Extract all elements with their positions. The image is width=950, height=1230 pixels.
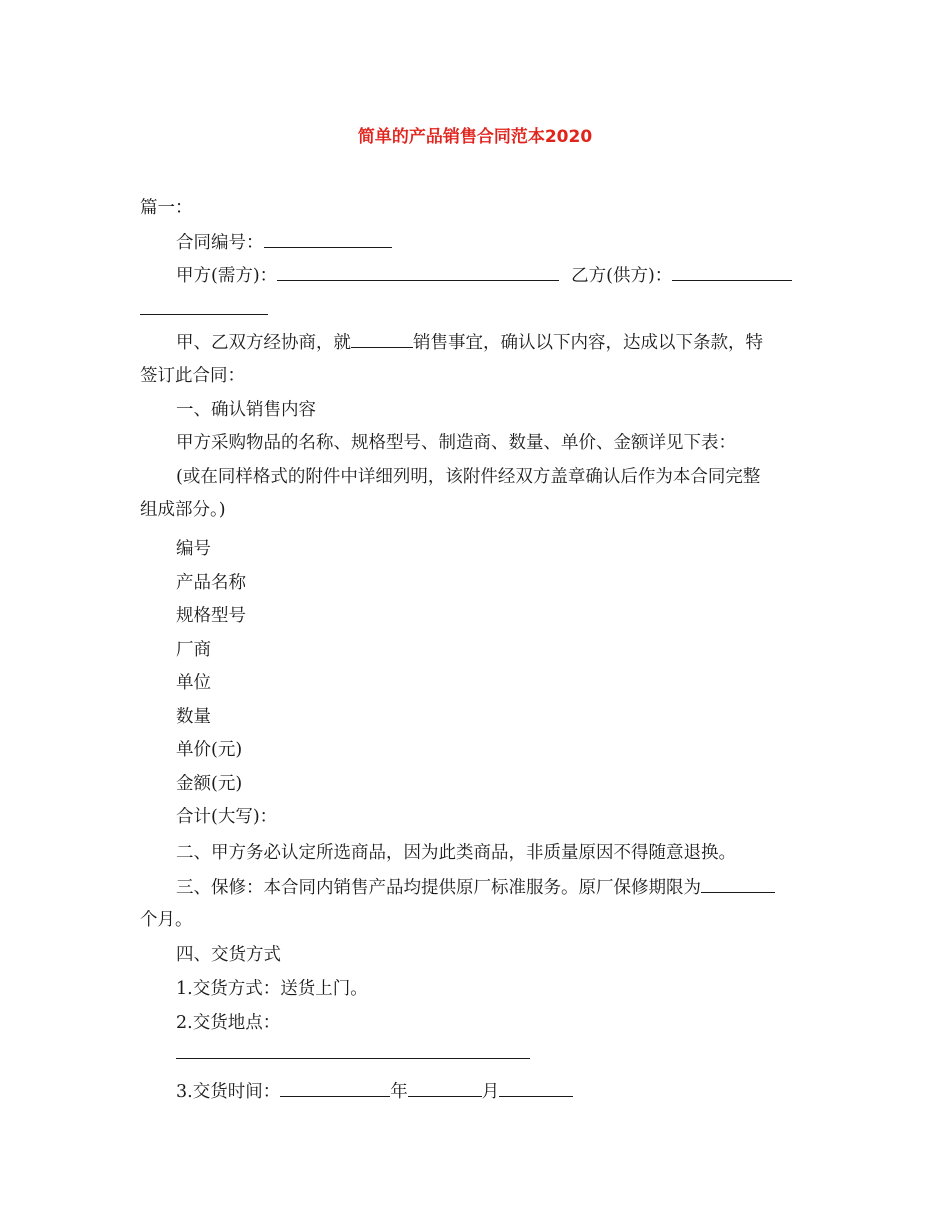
section-1-heading: 一、确认销售内容 xyxy=(176,400,316,420)
intro-line-1 xyxy=(176,329,763,356)
intro-part-1: 甲、乙双方经协商，就 xyxy=(176,333,351,353)
party-b-blank[interactable] xyxy=(672,262,792,281)
delivery-day-blank[interactable] xyxy=(499,1078,573,1097)
section-2-text: 二、甲方务必认定所选商品，因为此类商品，非质量原因不得随意退换。 xyxy=(176,843,736,863)
intro-line-2: 签订此合同： xyxy=(140,366,245,386)
section-1-text: 甲方采购物品的名称、规格型号、制造商、数量、单价、金额详见下表： xyxy=(176,433,736,453)
delivery-location-line xyxy=(176,1040,530,1067)
party-b-blank-continued[interactable] xyxy=(140,296,268,315)
delivery-year-blank[interactable] xyxy=(280,1078,390,1097)
contract-number-label: 合同编号： xyxy=(176,233,264,253)
table-field-product-name: 产品名称 xyxy=(176,573,246,593)
table-field-total: 合计(大写)： xyxy=(176,807,278,827)
section-1-note-line-2: 组成部分。) xyxy=(140,500,226,520)
delivery-location-label: 2.交货地点： xyxy=(176,1013,281,1033)
year-label: 年 xyxy=(390,1082,408,1102)
section-3-line-1 xyxy=(176,874,775,901)
delivery-location-blank[interactable] xyxy=(176,1040,530,1059)
table-field-quantity: 数量 xyxy=(176,707,211,727)
delivery-method: 1.交货方式：送货上门。 xyxy=(176,979,368,999)
section-3-line-2: 个月。 xyxy=(140,910,193,930)
delivery-time-label: 3.交货时间： xyxy=(176,1082,281,1102)
table-field-manufacturer: 厂商 xyxy=(176,640,211,660)
table-field-unit-price: 单价(元) xyxy=(176,740,243,760)
party-a-label: 甲方(需方)： xyxy=(176,266,278,286)
section-4-heading: 四、交货方式 xyxy=(176,945,281,965)
section-label: 篇一： xyxy=(140,198,193,218)
table-field-amount: 金额(元) xyxy=(176,774,243,794)
parties-line xyxy=(176,262,792,289)
document-title: 简单的产品销售合同范本2020 xyxy=(357,127,593,147)
contract-number-blank[interactable] xyxy=(264,229,392,248)
party-b-label: 乙方(供方)： xyxy=(571,266,673,286)
month-label: 月 xyxy=(481,1082,500,1102)
delivery-time-line xyxy=(176,1078,573,1105)
contract-number-line xyxy=(176,229,392,256)
intro-part-2: 销售事宜，确认以下内容，达成以下条款，特 xyxy=(413,333,763,353)
section-3-text: 三、保修：本合同内销售产品均提供原厂标准服务。原厂保修期限为 xyxy=(176,878,701,898)
section-1-note-line-1: (或在同样格式的附件中详细列明，该附件经双方盖章确认后作为本合同完整 xyxy=(176,467,761,487)
delivery-month-blank[interactable] xyxy=(408,1078,482,1097)
warranty-period-blank[interactable] xyxy=(701,874,775,893)
table-field-spec-model: 规格型号 xyxy=(176,606,246,626)
table-field-number: 编号 xyxy=(176,539,211,559)
table-field-unit: 单位 xyxy=(176,673,211,693)
party-a-blank[interactable] xyxy=(277,262,559,281)
party-b-continuation xyxy=(140,296,268,323)
sales-item-blank[interactable] xyxy=(351,329,413,348)
